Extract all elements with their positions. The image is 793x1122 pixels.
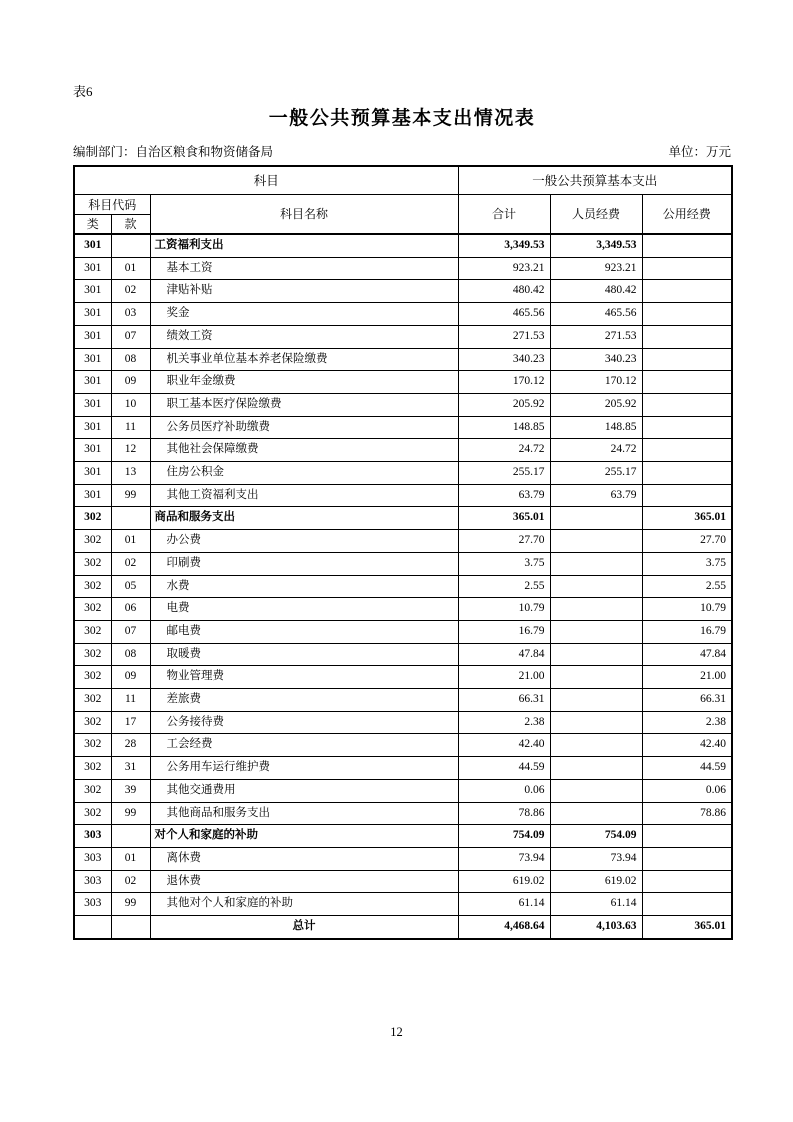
cell-public (642, 371, 732, 394)
table-row (74, 711, 732, 734)
cell-class-code: 301 (74, 439, 111, 462)
cell-class-code: 303 (74, 893, 111, 916)
cell-class-code: 302 (74, 575, 111, 598)
cell-class-code: 302 (74, 666, 111, 689)
group-row (74, 507, 732, 530)
cell-class-code: 302 (74, 802, 111, 825)
cell-class-code: 302 (74, 711, 111, 734)
cell-class-code: 301 (74, 257, 111, 280)
table-row (74, 348, 732, 371)
table-row (74, 325, 732, 348)
cell-section-code: 09 (111, 371, 150, 394)
cell-personnel: 148.85 (550, 416, 642, 439)
cell-section-code: 99 (111, 802, 150, 825)
cell-subject-name: 办公费 (150, 530, 458, 553)
table-row (74, 893, 732, 916)
cell-total: 271.53 (458, 325, 550, 348)
cell-total: 3,349.53 (458, 234, 550, 257)
cell-subject-name: 其他交通费用 (150, 779, 458, 802)
cell-subject-name: 工资福利支出 (150, 234, 458, 257)
cell-class-code: 301 (74, 325, 111, 348)
cell-public (642, 280, 732, 303)
table-number-label: 表6 (73, 84, 93, 99)
cell-section-code: 01 (111, 847, 150, 870)
cell-total: 73.94 (458, 847, 550, 870)
cell-subject-name: 工会经费 (150, 734, 458, 757)
cell-class-code: 303 (74, 825, 111, 848)
cell-personnel: 63.79 (550, 484, 642, 507)
cell-total: 365.01 (458, 507, 550, 530)
cell-total: 44.59 (458, 757, 550, 780)
table-row (74, 393, 732, 416)
cell-subject-name: 水费 (150, 575, 458, 598)
cell-subject-name: 基本工资 (150, 257, 458, 280)
table-row (74, 802, 732, 825)
cell-public: 365.01 (642, 507, 732, 530)
cell-personnel: 340.23 (550, 348, 642, 371)
cell-personnel: 3,349.53 (550, 234, 642, 257)
cell-public: 47.84 (642, 643, 732, 666)
table-row (74, 530, 732, 553)
cell-subject-name: 退休费 (150, 870, 458, 893)
cell-total: 205.92 (458, 393, 550, 416)
table-row (74, 757, 732, 780)
table-row (74, 689, 732, 712)
cell-total: 619.02 (458, 870, 550, 893)
table-row (74, 257, 732, 280)
cell-section-code: 11 (111, 416, 150, 439)
cell-class-code: 303 (74, 870, 111, 893)
page-number: 12 (390, 1025, 403, 1039)
cell-section-code: 09 (111, 666, 150, 689)
header-subject-group: 科目 (74, 166, 458, 194)
cell-public: 27.70 (642, 530, 732, 553)
cell-public (642, 462, 732, 485)
cell-subject-name: 印刷费 (150, 552, 458, 575)
budget-table-body (74, 234, 732, 939)
cell-subject-name: 职工基本医疗保险缴费 (150, 393, 458, 416)
cell-section-code: 13 (111, 462, 150, 485)
cell-public (642, 234, 732, 257)
cell-subject-name: 其他社会保障缴费 (150, 439, 458, 462)
cell-personnel (550, 598, 642, 621)
cell-class-code: 301 (74, 484, 111, 507)
cell-class-code: 303 (74, 847, 111, 870)
cell-subject-name: 职业年金缴费 (150, 371, 458, 394)
cell-personnel: 923.21 (550, 257, 642, 280)
table-row (74, 666, 732, 689)
cell-class-code: 302 (74, 552, 111, 575)
cell-section-code: 02 (111, 280, 150, 303)
cell-class-code: 302 (74, 779, 111, 802)
cell-total: 27.70 (458, 530, 550, 553)
cell-public (642, 893, 732, 916)
cell-public: 44.59 (642, 757, 732, 780)
cell-personnel: 271.53 (550, 325, 642, 348)
cell-section-code: 31 (111, 757, 150, 780)
cell-public: 66.31 (642, 689, 732, 712)
cell-total: 78.86 (458, 802, 550, 825)
table-row (74, 280, 732, 303)
cell-total: 754.09 (458, 825, 550, 848)
cell-total: 61.14 (458, 893, 550, 916)
table-row (74, 734, 732, 757)
cell-section-code (111, 507, 150, 530)
table-row (74, 643, 732, 666)
cell-subject-name: 离休费 (150, 847, 458, 870)
cell-class-code (74, 916, 111, 939)
cell-subject-name: 取暖费 (150, 643, 458, 666)
cell-public (642, 825, 732, 848)
cell-public: 21.00 (642, 666, 732, 689)
cell-section-code (111, 234, 150, 257)
cell-personnel: 24.72 (550, 439, 642, 462)
header-budget-group: 一般公共预算基本支出 (458, 166, 732, 194)
cell-personnel (550, 643, 642, 666)
cell-public: 78.86 (642, 802, 732, 825)
header-row-columns (74, 194, 732, 214)
cell-section-code: 06 (111, 598, 150, 621)
cell-public: 42.40 (642, 734, 732, 757)
cell-total: 4,468.64 (458, 916, 550, 939)
group-row (74, 234, 732, 257)
header-public: 公用经费 (642, 194, 732, 234)
cell-section-code: 99 (111, 893, 150, 916)
header-subject-code: 科目代码 (74, 194, 150, 214)
cell-section-code: 03 (111, 303, 150, 326)
total-row (74, 916, 732, 939)
table-row (74, 303, 732, 326)
cell-personnel (550, 575, 642, 598)
cell-personnel (550, 757, 642, 780)
cell-section-code: 05 (111, 575, 150, 598)
cell-total: 16.79 (458, 620, 550, 643)
cell-subject-name: 总计 (150, 916, 458, 939)
cell-personnel (550, 530, 642, 553)
cell-personnel: 465.56 (550, 303, 642, 326)
cell-total: 340.23 (458, 348, 550, 371)
page-title: 一般公共预算基本支出情况表 (268, 108, 536, 129)
cell-public (642, 484, 732, 507)
cell-personnel: 4,103.63 (550, 916, 642, 939)
cell-section-code (111, 825, 150, 848)
cell-section-code: 07 (111, 620, 150, 643)
cell-personnel: 61.14 (550, 893, 642, 916)
cell-section-code: 28 (111, 734, 150, 757)
cell-subject-name: 津贴补贴 (150, 280, 458, 303)
cell-total: 0.06 (458, 779, 550, 802)
cell-subject-name: 其他商品和服务支出 (150, 802, 458, 825)
cell-personnel (550, 802, 642, 825)
cell-section-code: 17 (111, 711, 150, 734)
cell-personnel (550, 666, 642, 689)
cell-personnel (550, 734, 642, 757)
cell-class-code: 301 (74, 348, 111, 371)
cell-total: 170.12 (458, 371, 550, 394)
cell-total: 465.56 (458, 303, 550, 326)
cell-section-code: 99 (111, 484, 150, 507)
cell-personnel: 754.09 (550, 825, 642, 848)
cell-public (642, 416, 732, 439)
cell-subject-name: 邮电费 (150, 620, 458, 643)
cell-public: 3.75 (642, 552, 732, 575)
cell-class-code: 301 (74, 303, 111, 326)
cell-class-code: 301 (74, 280, 111, 303)
cell-subject-name: 公务接待费 (150, 711, 458, 734)
cell-personnel (550, 779, 642, 802)
cell-section-code: 08 (111, 348, 150, 371)
cell-subject-name: 公务用车运行维护费 (150, 757, 458, 780)
cell-section-code: 02 (111, 870, 150, 893)
cell-public: 2.55 (642, 575, 732, 598)
budget-table (73, 165, 733, 940)
header-personnel: 人员经费 (550, 194, 642, 234)
header-class: 类 (74, 214, 111, 234)
cell-total: 2.55 (458, 575, 550, 598)
table-row (74, 462, 732, 485)
cell-public: 10.79 (642, 598, 732, 621)
cell-public: 2.38 (642, 711, 732, 734)
cell-section-code: 07 (111, 325, 150, 348)
budget-table-header (74, 166, 732, 234)
cell-public (642, 393, 732, 416)
cell-subject-name: 差旅费 (150, 689, 458, 712)
cell-class-code: 302 (74, 734, 111, 757)
unit-label: 单位：万元 (668, 145, 731, 159)
cell-subject-name: 公务员医疗补助缴费 (150, 416, 458, 439)
cell-personnel: 205.92 (550, 393, 642, 416)
cell-section-code: 39 (111, 779, 150, 802)
cell-public (642, 325, 732, 348)
cell-total: 24.72 (458, 439, 550, 462)
table-row (74, 870, 732, 893)
cell-subject-name: 机关事业单位基本养老保险缴费 (150, 348, 458, 371)
cell-class-code: 302 (74, 598, 111, 621)
cell-personnel: 619.02 (550, 870, 642, 893)
cell-section-code: 10 (111, 393, 150, 416)
cell-total: 66.31 (458, 689, 550, 712)
cell-subject-name: 其他工资福利支出 (150, 484, 458, 507)
header-row-groups (74, 166, 732, 194)
cell-total: 47.84 (458, 643, 550, 666)
cell-total: 10.79 (458, 598, 550, 621)
table-row (74, 552, 732, 575)
cell-class-code: 301 (74, 234, 111, 257)
cell-section-code: 08 (111, 643, 150, 666)
cell-class-code: 301 (74, 393, 111, 416)
table-row (74, 598, 732, 621)
cell-personnel: 480.42 (550, 280, 642, 303)
table-row (74, 439, 732, 462)
table-row (74, 575, 732, 598)
header-section: 款 (111, 214, 150, 234)
cell-personnel: 255.17 (550, 462, 642, 485)
cell-class-code: 302 (74, 507, 111, 530)
cell-section-code: 02 (111, 552, 150, 575)
cell-subject-name: 电费 (150, 598, 458, 621)
cell-public (642, 870, 732, 893)
cell-public: 16.79 (642, 620, 732, 643)
cell-class-code: 301 (74, 416, 111, 439)
cell-public (642, 847, 732, 870)
header-total: 合计 (458, 194, 550, 234)
cell-personnel (550, 620, 642, 643)
cell-total: 63.79 (458, 484, 550, 507)
cell-section-code: 01 (111, 530, 150, 553)
cell-section-code (111, 916, 150, 939)
cell-total: 42.40 (458, 734, 550, 757)
cell-subject-name: 奖金 (150, 303, 458, 326)
cell-class-code: 302 (74, 620, 111, 643)
cell-subject-name: 商品和服务支出 (150, 507, 458, 530)
cell-class-code: 302 (74, 530, 111, 553)
cell-personnel: 170.12 (550, 371, 642, 394)
table-row (74, 416, 732, 439)
cell-class-code: 302 (74, 757, 111, 780)
cell-subject-name: 物业管理费 (150, 666, 458, 689)
cell-total: 480.42 (458, 280, 550, 303)
table-row (74, 620, 732, 643)
group-row (74, 825, 732, 848)
cell-subject-name: 其他对个人和家庭的补助 (150, 893, 458, 916)
table-row (74, 371, 732, 394)
cell-subject-name: 对个人和家庭的补助 (150, 825, 458, 848)
cell-subject-name: 住房公积金 (150, 462, 458, 485)
cell-total: 923.21 (458, 257, 550, 280)
table-row (74, 779, 732, 802)
cell-personnel: 73.94 (550, 847, 642, 870)
table-row (74, 847, 732, 870)
cell-personnel (550, 711, 642, 734)
cell-public (642, 257, 732, 280)
table-row (74, 484, 732, 507)
cell-personnel (550, 689, 642, 712)
cell-section-code: 12 (111, 439, 150, 462)
cell-class-code: 301 (74, 371, 111, 394)
cell-public (642, 303, 732, 326)
cell-total: 3.75 (458, 552, 550, 575)
header-subject-name: 科目名称 (150, 194, 458, 234)
table-meta-row (73, 144, 731, 160)
department-label: 编制部门：自治区粮食和物资储备局 (73, 145, 274, 159)
cell-total: 2.38 (458, 711, 550, 734)
cell-class-code: 301 (74, 462, 111, 485)
cell-personnel (550, 552, 642, 575)
cell-personnel (550, 507, 642, 530)
cell-public (642, 348, 732, 371)
cell-section-code: 11 (111, 689, 150, 712)
cell-total: 255.17 (458, 462, 550, 485)
cell-class-code: 302 (74, 643, 111, 666)
cell-total: 148.85 (458, 416, 550, 439)
cell-public (642, 439, 732, 462)
cell-public: 0.06 (642, 779, 732, 802)
cell-total: 21.00 (458, 666, 550, 689)
cell-subject-name: 绩效工资 (150, 325, 458, 348)
cell-section-code: 01 (111, 257, 150, 280)
cell-class-code: 302 (74, 689, 111, 712)
cell-public: 365.01 (642, 916, 732, 939)
